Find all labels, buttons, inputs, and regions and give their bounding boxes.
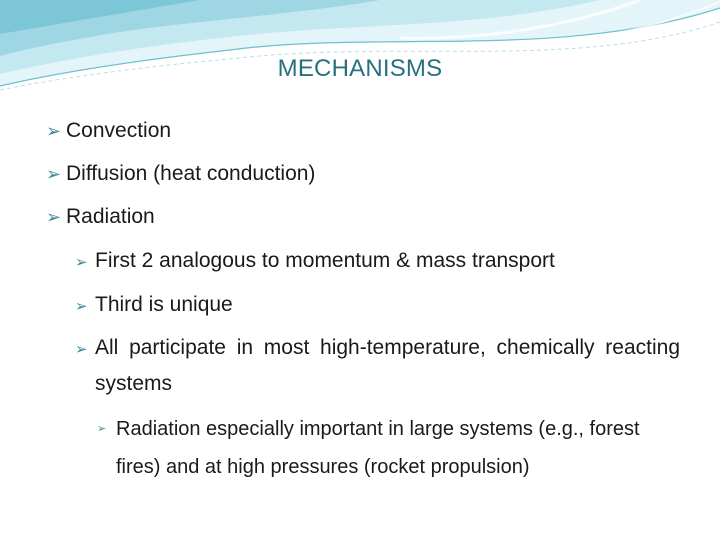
sub-bullet-item-all-participate — [75, 336, 680, 402]
arrow-right-icon: ➢ — [46, 121, 62, 141]
slide-title: MECHANISMS — [277, 55, 443, 82]
sub-bullet-item-analogous — [75, 249, 680, 279]
bullet-item-convection — [46, 119, 171, 149]
arrow-right-icon: ➢ — [97, 423, 107, 435]
arrow-right-icon: ➢ — [46, 164, 62, 184]
arrow-right-icon: ➢ — [75, 254, 88, 271]
sub-sub-bullet-text: Radiation especially important in large systems (e.g., forest fires) and at high pressures (rocket propulsion) — [116, 418, 640, 478]
arrow-right-icon: ➢ — [46, 207, 62, 227]
bullet-text: Convection — [66, 119, 172, 142]
bullet-text: Diffusion (heat conduction) — [66, 162, 316, 185]
bullet-item-diffusion — [46, 162, 315, 192]
bullet-item-radiation — [46, 205, 155, 235]
sub-bullet-item-unique — [75, 293, 680, 323]
sub-sub-bullet-item-radiation — [97, 416, 681, 486]
sub-bullet-text: First 2 analogous to momentum & mass transport — [95, 249, 555, 272]
sub-bullet-text: All participate in most high-temperature, chemically reacting systems — [95, 336, 680, 395]
sub-bullet-text: Third is unique — [95, 293, 233, 316]
bullet-text: Radiation — [66, 205, 155, 228]
arrow-right-icon: ➢ — [75, 298, 88, 315]
arrow-right-icon: ➢ — [75, 341, 88, 358]
